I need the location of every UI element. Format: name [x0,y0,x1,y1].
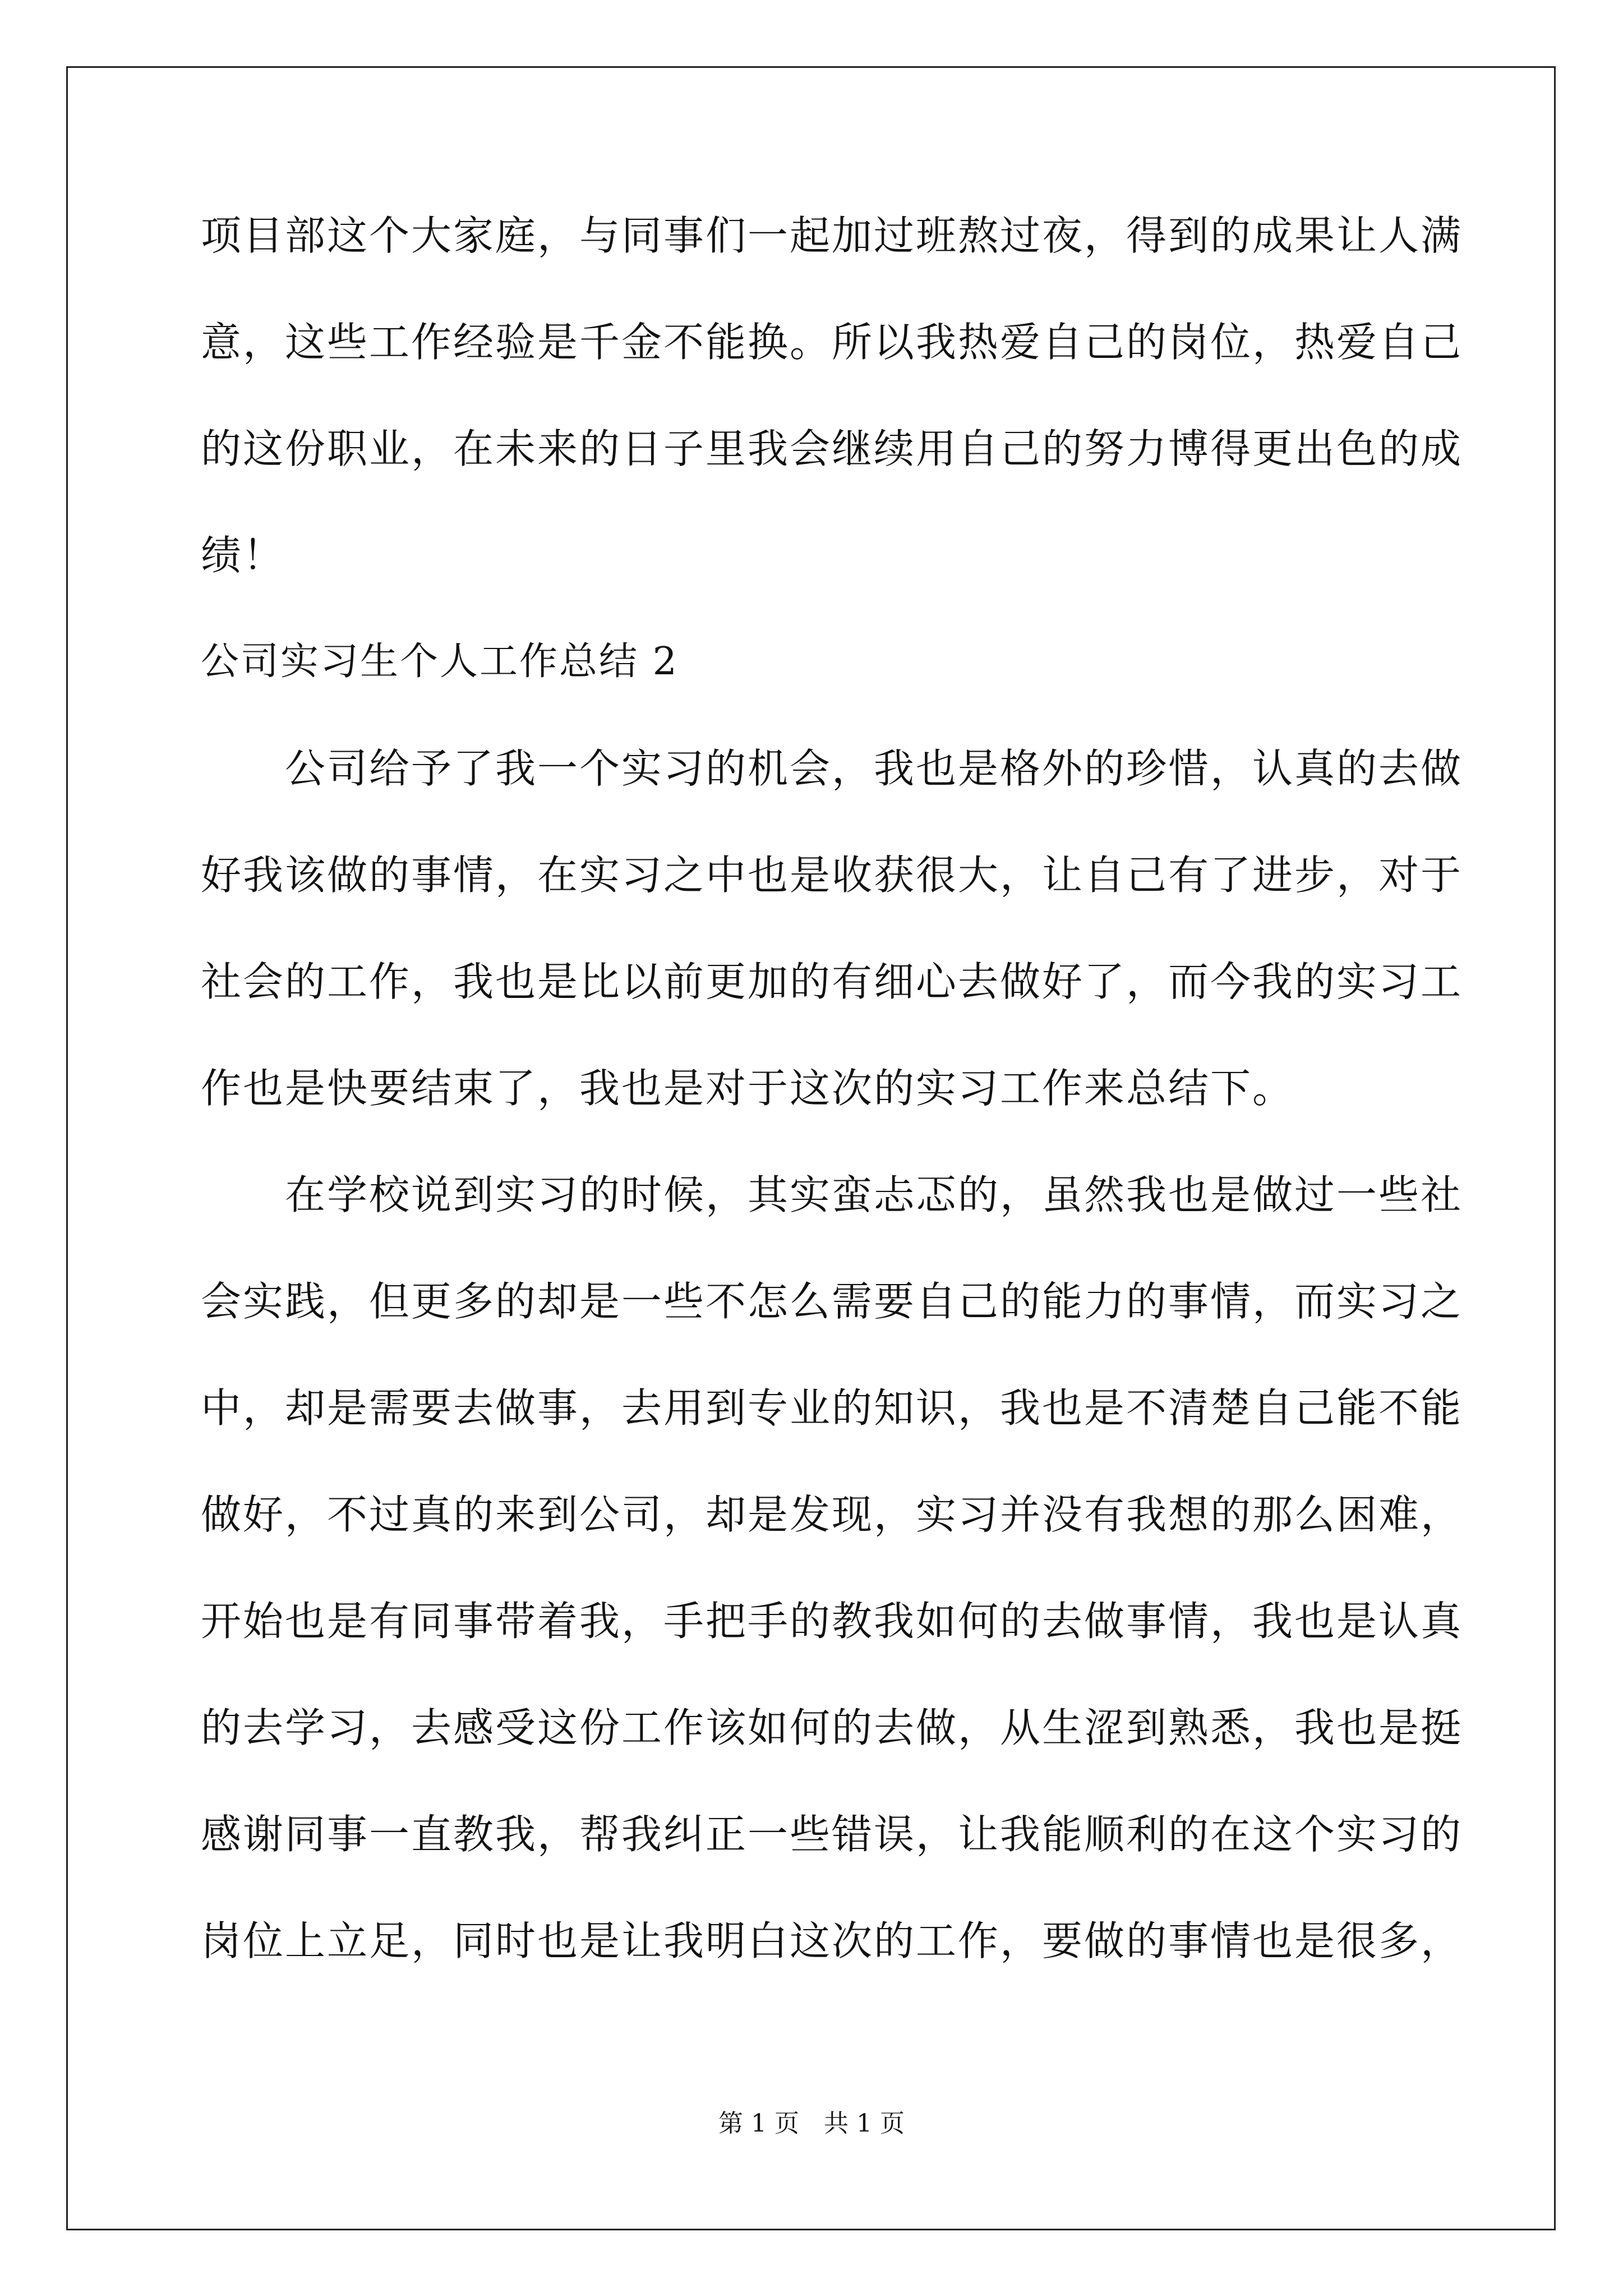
paragraph-line: 社会的工作，我也是比以前更加的有细心去做好了，而今我的实习工 [201,958,1463,1005]
paragraph-line: 岗位上立足，同时也是让我明白这次的工作，要做的事情也是很多， [201,1917,1463,1964]
page-number-footer: 第 1 页 共 1 页 [718,2109,905,2138]
paragraph-line: 会实践，但更多的却是一些不怎么需要自己的能力的事情，而实习之 [201,1278,1463,1325]
paragraph-line: 感谢同事一直教我，帮我纠正一些错误，让我能顺利的在这个实习的 [201,1811,1463,1858]
paragraph-line: 的这份职业，在未来的日子里我会继续用自己的努力博得更出色的成 [201,425,1463,472]
paragraph-line: 项目部这个大家庭，与同事们一起加过班熬过夜，得到的成果让人满 [201,212,1463,259]
paragraph-line: 的去学习，去感受这份工作该如何的去做，从生涩到熟悉，我也是挺 [201,1704,1463,1751]
paragraph-line: 公司给予了我一个实习的机会，我也是格外的珍惜，认真的去做 [201,745,1463,792]
paragraph-line: 绩！ [201,532,285,579]
paragraph-line: 作也是快要结束了，我也是对于这次的实习工作来总结下。 [201,1065,1295,1112]
page-border [66,66,1556,2230]
paragraph-line: 开始也是有同事带着我，手把手的教我如何的去做事情，我也是认真 [201,1598,1463,1645]
paragraph-line: 好我该做的事情，在实习之中也是收获很大，让自己有了进步，对于 [201,852,1463,899]
paragraph-line: 意，这些工作经验是千金不能换。所以我热爱自己的岗位，热爱自己 [201,319,1463,366]
section-heading: 公司实习生个人工作总结 2 [201,639,679,684]
paragraph-line: 做好，不过真的来到公司，却是发现，实习并没有我想的那么困难， [201,1491,1463,1538]
paragraph-line: 中，却是需要去做事，去用到专业的知识，我也是不清楚自己能不能 [201,1384,1463,1432]
paragraph-line: 在学校说到实习的时候，其实蛮忐忑的，虽然我也是做过一些社 [201,1171,1463,1218]
